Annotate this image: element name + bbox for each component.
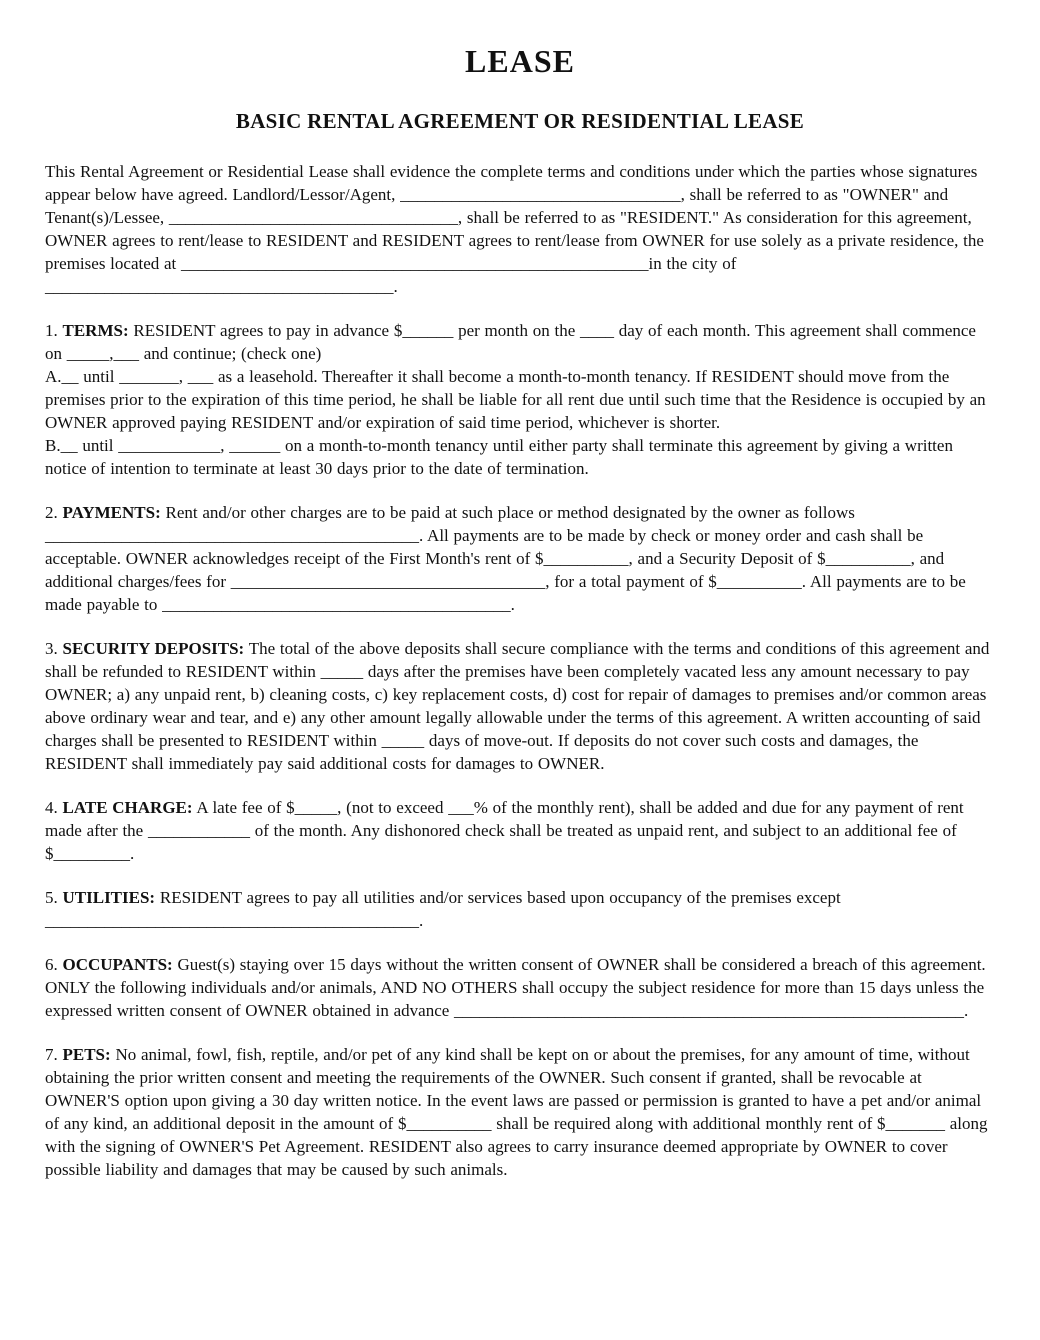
section-7-pets [45,1043,995,1181]
intro-paragraph: This Rental Agreement or Residential Lease shall evidence the complete terms and conditions under which the parties whose signatures appear below have agreed. Landlord/Lessor/Agent, _________________________________, shall be referred to as "OWNER" and Tenant(s)/Lessee, __________________________________, shall be referred to as "RESIDENT." As consideration for this agreement, OWNER agrees to rent/lease to RESIDENT and RESIDENT agrees to rent/lease from OWNER for use solely as a private residence, the premises located at _______________________________________________________in the city of _________________________________________. [45,162,984,297]
section-2-text: Rent and/or other charges are to be paid at such place or method designated by the owner as follows ____________________________________________. All payments are to be made by check or money order and cash shall be acceptable. OWNER acknowledges receipt of the First Month's rent of $__________, and a Security Deposit of $__________, and additional charges/fees for _____________________________________, for a total payment of $__________. All payments are to be made payable to _________________________________________. [45,503,966,615]
section-6-occupants [45,953,995,1022]
section-1-clause-a: A.__ until _______, ___ as a leasehold. Thereafter it shall become a month-to-month tenancy. If RESIDENT should move from the premises prior to the expiration of this time period, he shall be liable for all rent due until such time that the Residence is occupied by an OWNER approved paying RESIDENT and/or expiration of said time period, whichever is shorter. [45,367,986,433]
section-2-payments [45,501,995,616]
section-6-heading: OCCUPANTS: [62,955,173,975]
section-2-number: 2. [45,503,58,523]
section-6-number: 6. [45,955,58,975]
section-1-terms [45,319,995,480]
section-7-text: No animal, fowl, fish, reptile, and/or pet of any kind shall be kept on or about the premises, for any amount of time, without obtaining the prior written consent and meeting the requirements of the OWNER. Such consent if granted, shall be revocable at OWNER'S option upon giving a 30 day written notice. In the event laws are passed or permission is granted to have a pet and/or animal of any kind, an additional deposit in the amount of $__________ shall be required along with additional monthly rent of $_______ along with the signing of OWNER'S Pet Agreement. RESIDENT also agrees to carry insurance deemed appropriate by OWNER to cover possible liability and damages that may be caused by such animals. [45,1045,988,1180]
section-4-late-charge [45,796,995,865]
section-5-utilities [45,886,995,932]
section-1-number: 1. [45,321,58,341]
section-5-heading: UTILITIES: [62,888,156,908]
section-5-text: RESIDENT agrees to pay all utilities and/or services based upon occupancy of the premises except ____________________________________________. [45,888,841,931]
section-3-text: The total of the above deposits shall secure compliance with the terms and conditions of this agreement and shall be refunded to RESIDENT within _____ days after the premises have been completely vacated less any amount necessary to pay OWNER; a) any unpaid rent, b) cleaning costs, c) key replacement costs, d) cost for repair of damages to premises and/or common areas above ordinary wear and tear, and e) any other amount legally allowable under the terms of this agreement. A written accounting of said charges shall be presented to RESIDENT within _____ days of move-out. If deposits do not cover such costs and damages, the RESIDENT shall immediately pay said additional costs for damages to OWNER. [45,639,990,774]
section-1-text: RESIDENT agrees to pay in advance $______ per month on the ____ day of each month. This agreement shall commence on _____,___ and continue; (check one) [45,321,976,364]
section-1-clause-b: B.__ until ____________, ______ on a month-to-month tenancy until either party shall terminate this agreement by giving a written notice of intention to terminate at least 30 days prior to the date of termination. [45,436,953,479]
section-4-text: A late fee of $_____, (not to exceed ___% of the monthly rent), shall be added and due for any payment of rent made after the ____________ of the month. Any dishonored check shall be treated as unpaid rent, and subject to an additional fee of $_________. [45,798,964,864]
section-1-heading: TERMS: [62,321,129,341]
section-7-heading: PETS: [62,1045,111,1065]
section-6-text: Guest(s) staying over 15 days without the written consent of OWNER shall be considered a breach of this agreement. ONLY the following individuals and/or animals, AND NO OTHERS shall occupy the subject residence for more than 15 days unless the expressed written consent of OWNER obtained in advance ____________________________________________________________. [45,955,986,1021]
section-5-number: 5. [45,888,58,908]
section-3-heading: SECURITY DEPOSITS: [62,639,245,659]
document-subtitle: BASIC RENTAL AGREEMENT OR RESIDENTIAL LEASE [235,109,805,134]
document-title: LEASE [465,43,575,79]
section-3-number: 3. [45,639,58,659]
section-2-heading: PAYMENTS: [62,503,161,523]
section-4-heading: LATE CHARGE: [62,798,193,818]
section-3-security-deposits [45,637,995,775]
section-7-number: 7. [45,1045,58,1065]
section-4-number: 4. [45,798,58,818]
